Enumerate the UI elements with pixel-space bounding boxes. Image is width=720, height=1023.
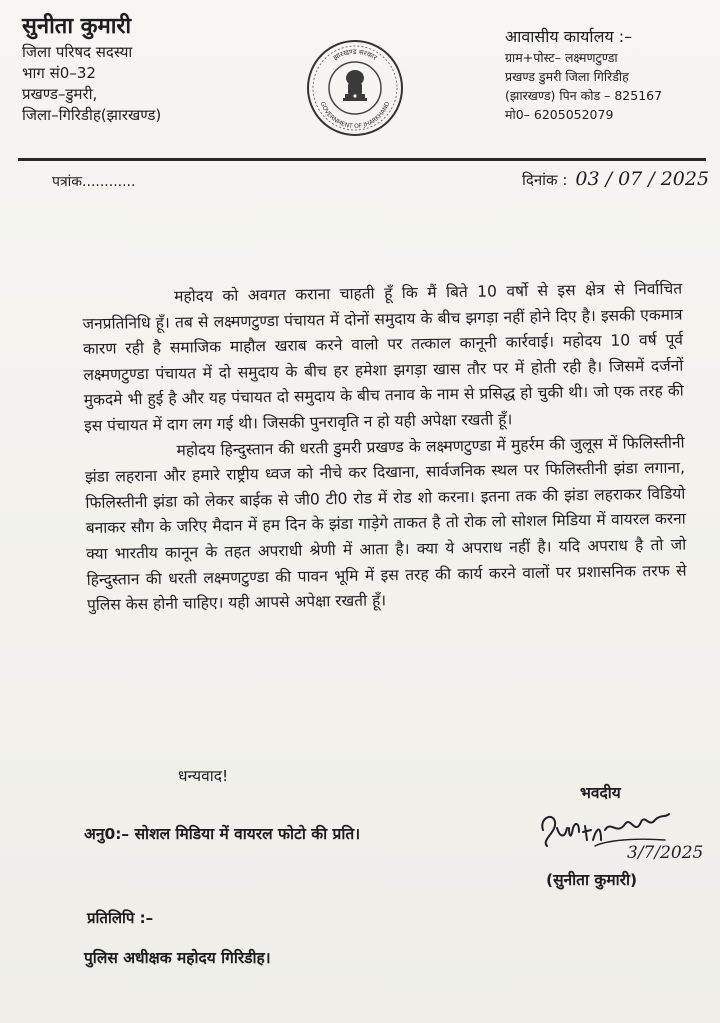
- copy-recipient: पुलिस अधीक्षक महोदय गिरिडीह।: [84, 949, 271, 967]
- office-village: ग्राम+पोस्ट– लक्ष्मणटुण्डा: [505, 50, 618, 65]
- office-pin: (झारखण्ड) पिन कोड – 825167: [505, 88, 663, 103]
- copy-label: प्रतिलिपि :–: [87, 909, 154, 927]
- lion-capital-icon: [343, 70, 367, 101]
- office-title: आवासीय कार्यालय :–: [505, 27, 633, 46]
- sender-block: प्रखण्ड–डुमरी,: [22, 85, 98, 103]
- letter-date: [522, 168, 709, 190]
- emblem-bottom-text: GOVERNMENT OF JHARKHAND: [318, 100, 392, 131]
- sender-name: सुनीता कुमारी: [22, 14, 132, 39]
- emblem-top-text: झारखण्ड सरकार: [331, 47, 379, 63]
- jharkhand-emblem-seal: [305, 38, 405, 138]
- sender-designation: जिला परिषद सदस्या: [22, 43, 133, 61]
- letterhead-right: [505, 26, 717, 124]
- letterhead-left: [22, 12, 242, 126]
- date-value: 03 / 07 / 2025: [575, 168, 710, 190]
- letter-body: [82, 277, 687, 619]
- body-paragraph-1: महोदय को अवगत कराना चाहती हूँ कि मैं बिते 10 वर्षो से इस क्षेत्र से निर्वाचित जनप्रतिनिधि हूँ। तब से लक्ष्मणटुण्डा पंचायत में दोनों समुदाय के बीच झगड़ा नहीं होने दिए है। इसकी एकमात्र कारण रही है समाजिक माहौल खराब करने वालो पर तत्काल कानूनी कार्रवाई। महोदय 10 वर्ष पूर्व लक्ष्मणटुण्डा पंचायत में दो समुदाय के बीच हर हमेशा झगड़ा खास तौर पर में होती रही है। जिसमें दर्जनों मुकदमे भी हुई है और यह पंचायत दो समुदाय के बीच तनाव के नाम से प्रसिद्ध हो चुकी थी। जो एक तरह की इस पंचायत में दाग लग गई थी। जिसकी पुनरावृति न हो यही अपेक्षा रखती हूँ।: [82, 279, 684, 435]
- sender-ward: भाग सं0–32: [22, 64, 96, 82]
- date-label: दिनांक :: [522, 171, 568, 189]
- office-mobile: मो0– 6205052079: [505, 107, 614, 122]
- thanks-text: धन्यवाद!: [178, 767, 229, 785]
- signatory-name: (सुनीता कुमारी): [546, 871, 638, 889]
- enclosure-note: अनु0:– सोशल मिडिया में वायरल फोटो की प्रति।: [84, 825, 361, 843]
- sender-district: जिला–गिरिडीह(झारखण्ड): [22, 106, 162, 124]
- handwritten-signature: [535, 800, 720, 862]
- reference-number: पत्रांक............: [52, 174, 136, 190]
- header-divider: [18, 158, 706, 161]
- office-block: प्रखण्ड डुमरी जिला गिरिडीह: [505, 69, 629, 84]
- signature-date: 3/7/2025: [627, 843, 704, 862]
- body-paragraph-2: महोदय हिन्दुस्तान की धरती डुमरी प्रखण्ड के लक्ष्मणटुण्डा में मुहर्रम की जुलूस में फिलिस्तीनी झंडा लहराना और हमारे राष्ट्रीय ध्वज को नीचे कर दिखाना, सार्वजनिक स्थल पर फिलिस्तीनी झंडा लगाना, फिलिस्तीनी झंडा को लेकर बाईक से जी0 टी0 रोड में रोड शो करना। इतना तक की झंडा लहराकर विडियो बनाकर सौग के जरिए मैदान में हम दिन के झंडा गाड़ेगे ताकत है तो रोक लो सोशल मिडिया में वायरल करना क्या भारतीय कानून के तहत अपराधी श्रेणी में आता है। क्या ये अपराध नहीं है। यदि अपराध है तो जो हिन्दुस्तान की धरती लक्ष्मणटुण्डा की पावन भूमि में इस तरह की कार्य करने वालों पर प्रशासनिक तरफ से पुलिस केस होनी चाहिए। यही आपसे अपेक्षा रखती हूँ।: [84, 433, 687, 615]
- closing-text: भवदीय: [580, 784, 621, 802]
